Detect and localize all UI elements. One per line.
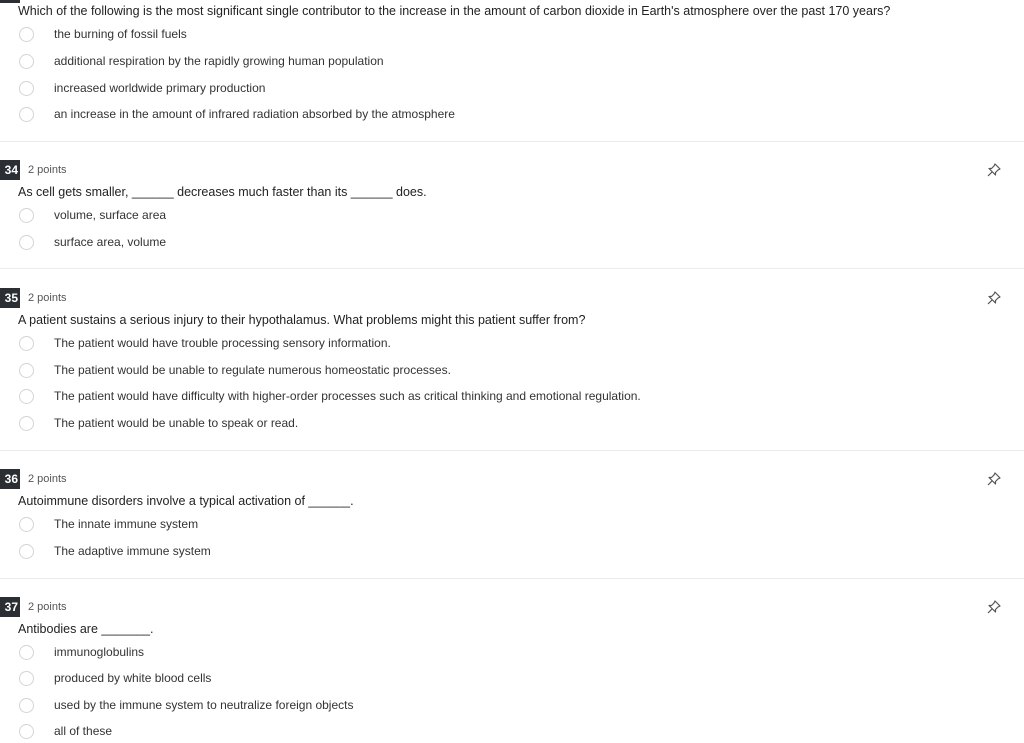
question-text: Autoimmune disorders involve a typical activation of ______. [18,494,354,508]
question-number: 34 [0,160,20,180]
option-label: immunoglobulins [54,645,145,659]
question-text: Which of the following is the most significant single contributor to the increase in the amount of carbon dioxide in Earth's atmosphere over the past 170 years? [18,4,891,18]
radio-button-icon[interactable] [19,208,34,223]
answer-option[interactable] [0,541,1024,563]
option-label: the burning of fossil fuels [54,27,187,41]
question-text: As cell gets smaller, ______ decreases much faster than its ______ does. [18,185,427,199]
option-label: The innate immune system [54,517,199,531]
answer-option[interactable] [0,514,1024,536]
radio-button-icon[interactable] [19,389,34,404]
answer-option[interactable] [0,695,1024,717]
question-points: 2 points [28,164,67,176]
radio-button-icon[interactable] [19,27,34,42]
option-label: The patient would have trouble processing sensory information. [54,336,391,350]
answer-option[interactable] [0,386,1024,408]
question-text: Antibodies are _______. [18,622,154,636]
option-label: all of these [54,724,113,738]
option-label: produced by white blood cells [54,671,212,685]
radio-button-icon[interactable] [19,671,34,686]
radio-button-icon[interactable] [19,698,34,713]
radio-button-icon[interactable] [19,416,34,431]
divider [0,141,1024,142]
option-label: The patient would be unable to speak or read. [54,416,299,430]
question-text: A patient sustains a serious injury to their hypothalamus. What problems might this patient suffer from? [18,313,586,327]
option-label: The patient would be unable to regulate numerous homeostatic processes. [54,363,451,377]
option-label: additional respiration by the rapidly growing human population [54,54,384,68]
pushpin-icon[interactable] [986,471,1002,487]
radio-button-icon[interactable] [19,235,34,250]
option-label: used by the immune system to neutralize foreign objects [54,698,354,712]
answer-option[interactable] [0,205,1024,227]
option-label: volume, surface area [54,208,167,222]
question-number: 35 [0,288,20,308]
answer-option[interactable] [0,668,1024,690]
question-points: 2 points [28,473,67,485]
radio-button-icon[interactable] [19,107,34,122]
question-points: 2 points [28,601,67,613]
answer-option[interactable] [0,24,1024,46]
radio-button-icon[interactable] [19,517,34,532]
answer-option[interactable] [0,413,1024,435]
option-label: increased worldwide primary production [54,81,266,95]
radio-button-icon[interactable] [19,336,34,351]
radio-button-icon[interactable] [19,724,34,739]
answer-option[interactable] [0,642,1024,664]
radio-button-icon[interactable] [19,645,34,660]
option-label: The adaptive immune system [54,544,211,558]
question-number-badge-edge [0,0,20,3]
question-number: 36 [0,469,20,489]
radio-button-icon[interactable] [19,54,34,69]
answer-option[interactable] [0,360,1024,382]
answer-option[interactable] [0,232,1024,254]
radio-button-icon[interactable] [19,81,34,96]
question-points: 2 points [28,292,67,304]
answer-option[interactable] [0,51,1024,73]
option-label: The patient would have difficulty with higher-order processes such as critical thinking and emotional regulation. [54,389,641,403]
divider [0,268,1024,269]
pushpin-icon[interactable] [986,290,1002,306]
pushpin-icon[interactable] [986,162,1002,178]
answer-option[interactable] [0,104,1024,126]
divider [0,450,1024,451]
pushpin-icon[interactable] [986,599,1002,615]
question-number: 37 [0,597,20,617]
radio-button-icon[interactable] [19,544,34,559]
divider [0,578,1024,579]
answer-option[interactable] [0,78,1024,100]
option-label: an increase in the amount of infrared radiation absorbed by the atmosphere [54,107,455,121]
answer-option[interactable] [0,333,1024,355]
option-label: surface area, volume [54,235,167,249]
answer-option[interactable] [0,721,1024,743]
radio-button-icon[interactable] [19,363,34,378]
